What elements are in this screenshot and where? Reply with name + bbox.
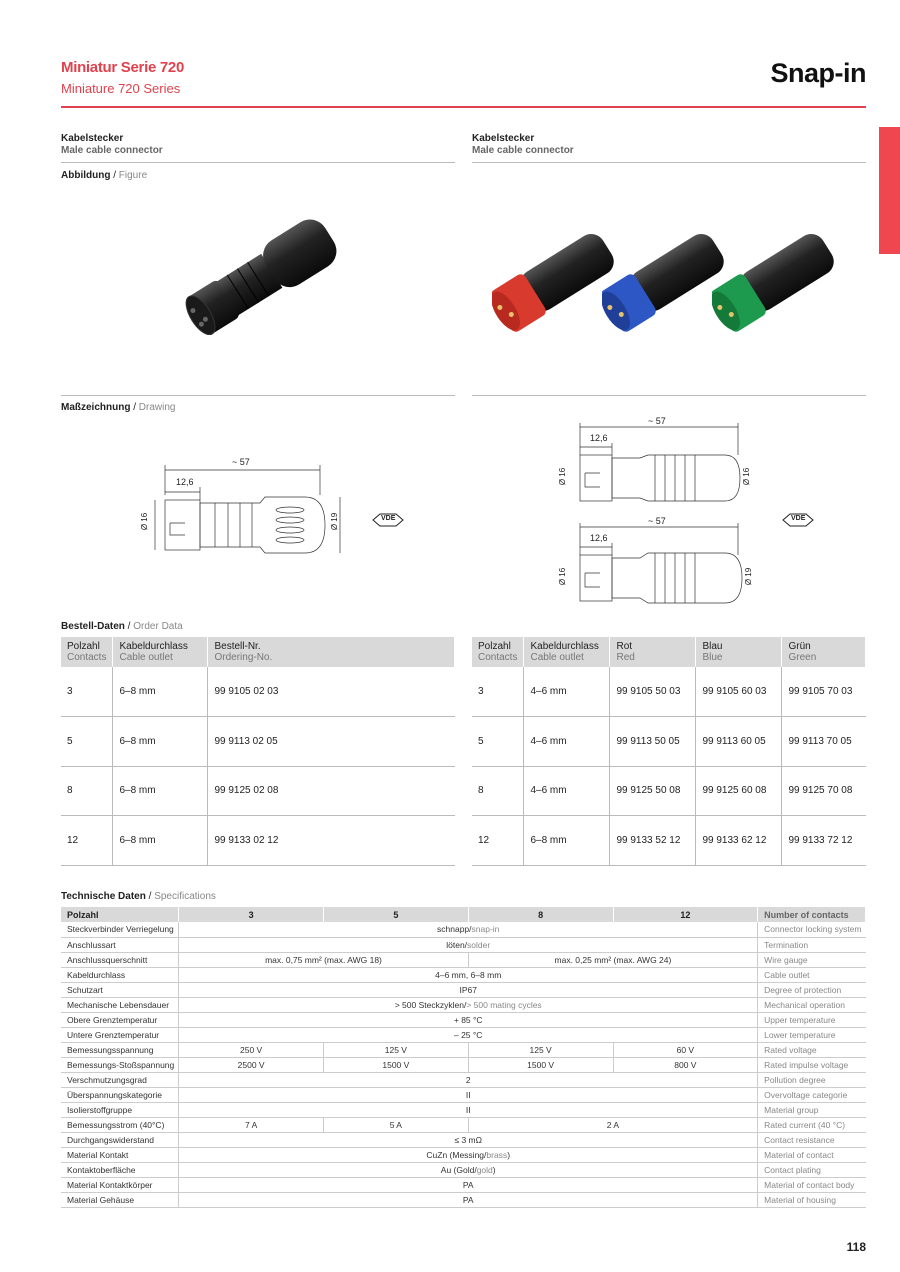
spec-label-de: Isolierstoffgruppe [61,1102,179,1117]
order-right-header [472,637,524,667]
header-en: Cable outlet [530,652,584,663]
order-cell: 6–8 mm [113,766,208,816]
vde-mark-left: VDE [372,513,404,527]
spec-label-en: Material of contact body [758,1177,866,1192]
order-cell: 99 9105 50 03 [610,667,696,717]
header-en: Cable outlet [119,652,173,663]
spec-row [61,1057,866,1072]
spec-label-en: Upper temperature [758,1012,866,1027]
order-cell: 99 9125 70 08 [782,766,866,816]
spec-label-en: Rated voltage [758,1042,866,1057]
spec-label-de: Steckverbinder Verriegelung [61,922,179,937]
value-en: gold [476,1164,493,1175]
value-de: 2 A [606,1119,620,1130]
value-en: solder [467,939,491,950]
spec-label-en: Pollution degree [758,1072,866,1087]
spec-row [61,1132,866,1147]
spec-label-en: Degree of protection [758,982,866,997]
order-cell: 99 9133 72 12 [782,816,866,866]
spec-header-col: 3 [179,907,324,922]
order-row [472,766,866,816]
spec-label-de: Verschmutzungsgrad [61,1072,179,1087]
value-de: 5 A [389,1119,402,1130]
spec-row [61,1192,866,1207]
dim-front-r1: 12,6 [590,433,608,443]
right-drawing-divider [472,395,866,396]
dim-dia16-r2: Ø 16 [558,567,568,586]
spec-row [61,1102,866,1117]
left-drawing-divider [61,395,455,396]
spec-row [61,1117,866,1132]
spec-value [613,1042,758,1057]
spec-value [179,1027,758,1042]
dim-dia19-r2: Ø 19 [744,567,754,586]
spec-header-col: 12 [613,907,758,922]
spec-label-de: Obere Grenztemperatur [61,1012,179,1027]
spec-row [61,922,866,937]
left-product-subtitle: Male cable connector [61,145,163,156]
spec-label-de: Bemessungsspannung [61,1042,179,1057]
spec-label-de: Kabeldurchlass [61,967,179,982]
value-de: 4–6 mm, 6–8 mm [435,969,502,980]
order-cell: 4–6 mm [524,766,610,816]
spec-row [61,1177,866,1192]
value-de: 7 A [244,1119,258,1130]
dim-length: ~ 57 [232,457,250,467]
order-cell: 99 9105 70 03 [782,667,866,717]
value-de: schnapp/ [437,924,472,935]
product-photo-black [185,215,345,335]
value-de: CuZn (Messing/ [426,1149,487,1160]
spec-value [179,1177,758,1192]
spec-label-de: Mechanische Lebensdauer [61,997,179,1012]
spec-label-de: Anschlussart [61,937,179,952]
value-de: 250 V [240,1044,263,1055]
spec-value [323,1042,468,1057]
spec-label-en: Rated impulse voltage [758,1057,866,1072]
spec-row [61,937,866,952]
left-product-title: Kabelstecker [61,133,124,144]
header-de: Polzahl [67,641,100,652]
value-de: > 500 Steckzyklen/ [394,999,467,1010]
spec-header-label: Polzahl [61,907,179,922]
value-de: PA [462,1194,474,1205]
order-table-right [472,637,866,866]
spec-value [179,967,758,982]
spec-value [323,1117,468,1132]
order-cell: 99 9113 02 05 [208,717,455,767]
order-cell: 3 [61,667,113,717]
spec-label-en: Wire gauge [758,952,866,967]
spec-value [468,1042,613,1057]
spec-value [179,1042,324,1057]
order-cell: 8 [472,766,524,816]
order-cell: 99 9133 62 12 [696,816,782,866]
value-de: 1500 V [382,1059,410,1070]
specs-caption: Technische Daten / Specifications [61,891,216,902]
spec-value [179,937,758,952]
spec-label-de: Kontaktoberfläche [61,1162,179,1177]
dim-front-r2: 12,6 [590,533,608,543]
spec-row [61,952,866,967]
spec-value [468,1117,757,1132]
value-de: 2500 V [237,1059,265,1070]
header-en: Red [616,652,635,663]
spec-value [179,1072,758,1087]
order-cell: 99 9125 60 08 [696,766,782,816]
drawing-caption: Maßzeichnung / Drawing [61,402,176,413]
spec-value [179,1132,758,1147]
value-close: ) [492,1164,496,1175]
value-close: ) [507,1149,511,1160]
spec-label-de: Material Kontakt [61,1147,179,1162]
product-photo-green [712,225,842,335]
spec-value [179,982,758,997]
spec-label-en: Mechanical operation [758,997,866,1012]
spec-value [179,997,758,1012]
spec-label-en: Lower temperature [758,1027,866,1042]
spec-value [179,1147,758,1162]
value-de: + 85 °C [453,1014,483,1025]
order-right-header [782,637,866,667]
order-left-header [113,637,208,667]
header-en: Green [788,652,817,663]
left-divider [61,162,455,163]
spec-value [179,1012,758,1027]
right-product-subtitle: Male cable connector [472,145,574,156]
header-en: Ordering-No. [214,652,273,663]
order-left-header [208,637,455,667]
header-de: Bestell-Nr. [214,641,261,652]
order-row [61,816,455,866]
header-de: Polzahl [478,641,511,652]
order-cell: 4–6 mm [524,667,610,717]
spec-value [179,1102,758,1117]
spec-value [179,1162,758,1177]
order-cell: 3 [472,667,524,717]
order-cell: 12 [472,816,524,866]
figure-caption: Abbildung / Figure [61,170,148,181]
spec-value [179,922,758,937]
vde-mark-right: VDE [782,513,814,527]
order-right-header [696,637,782,667]
spec-row [61,997,866,1012]
header-rule [61,106,866,108]
technical-drawing-right-bottom [560,515,760,605]
category-title: Snap-in [770,58,866,88]
value-de: 125 V [529,1044,552,1055]
spec-label-de: Bemessungsstrom (40°C) [61,1117,179,1132]
spec-label-en: Cable outlet [758,967,866,982]
dim-front: 12,6 [176,477,194,487]
order-cell: 8 [61,766,113,816]
order-cell: 5 [61,717,113,767]
spec-label-en: Material of contact [758,1147,866,1162]
spec-value [179,1087,758,1102]
order-right-header [524,637,610,667]
dim-dia19: Ø 19 [330,512,340,531]
value-de: max. 0,25 mm² (max. AWG 24) [554,954,672,965]
order-right-header [610,637,696,667]
spec-label-de: Material Gehäuse [61,1192,179,1207]
header-de: Kabeldurchlass [530,641,599,652]
header-de: Blau [702,641,723,652]
value-de: IP67 [459,984,477,995]
order-cell: 99 9125 02 08 [208,766,455,816]
spec-label-en: Material of housing [758,1192,866,1207]
value-en: snap-in [471,924,500,935]
spec-label-de: Material Kontaktkörper [61,1177,179,1192]
spec-header-en: Number of contacts [758,907,866,922]
order-cell: 99 9105 02 03 [208,667,455,717]
order-cell: 12 [61,816,113,866]
value-de: 1500 V [527,1059,555,1070]
header-en: Blue [702,652,723,663]
header-de: Rot [616,641,633,652]
spec-label-de: Bemessungs-Stoßspannung [61,1057,179,1072]
spec-row [61,1012,866,1027]
spec-value [468,1057,613,1072]
spec-row [61,1147,866,1162]
spec-row [61,1072,866,1087]
dim-length-r1: ~ 57 [648,416,666,426]
order-cell: 6–8 mm [524,816,610,866]
spec-value [179,952,468,967]
spec-value [613,1057,758,1072]
dim-length-r2: ~ 57 [648,516,666,526]
order-cell: 99 9113 60 05 [696,717,782,767]
technical-drawing-left [140,455,360,565]
spec-header-col: 8 [468,907,613,922]
order-row [472,816,866,866]
order-cell: 6–8 mm [113,717,208,767]
spec-label-en: Connector locking system [758,922,866,937]
order-cell: 6–8 mm [113,667,208,717]
order-cell: 5 [472,717,524,767]
value-de: Au (Gold/ [440,1164,477,1175]
value-de: II [465,1104,471,1115]
spec-value [468,952,757,967]
dim-dia16-r1a: Ø 16 [558,467,568,486]
order-table-left [61,637,455,866]
spec-row [61,1027,866,1042]
order-cell: 99 9125 50 08 [610,766,696,816]
specs-table [61,907,866,1208]
value-de: 2 [465,1074,471,1085]
spec-row [61,1042,866,1057]
order-row [61,717,455,767]
header-de: Kabeldurchlass [119,641,188,652]
value-de: löten/ [446,939,468,950]
spec-value [179,1057,324,1072]
value-de: II [465,1089,471,1100]
spec-label-de: Anschlussquerschnitt [61,952,179,967]
spec-label-en: Rated current (40 °C) [758,1117,866,1132]
value-de: 60 V [676,1044,695,1055]
spec-label-en: Overvoltage categorie [758,1087,866,1102]
spec-label-de: Schutzart [61,982,179,997]
order-row [472,717,866,767]
spec-label-de: Durchgangswiderstand [61,1132,179,1147]
order-cell: 99 9133 02 12 [208,816,455,866]
right-product-title: Kabelstecker [472,133,535,144]
order-cell: 99 9113 50 05 [610,717,696,767]
header-en: Contacts [67,652,107,663]
order-cell: 99 9105 60 03 [696,667,782,717]
order-cell: 6–8 mm [113,816,208,866]
spec-label-en: Contact plating [758,1162,866,1177]
right-divider [472,162,866,163]
value-de: ≤ 3 mΩ [454,1134,482,1145]
spec-row [61,1087,866,1102]
value-de: – 25 °C [453,1029,483,1040]
series-subtitle: Miniature 720 Series [61,81,181,96]
spec-label-de: Überspannungskategorie [61,1087,179,1102]
order-cell: 99 9113 70 05 [782,717,866,767]
dim-dia16: Ø 16 [140,512,150,531]
header-en: Contacts [478,652,518,663]
header-de: Grün [788,641,811,652]
spec-row [61,982,866,997]
side-tab-marker [879,127,900,254]
spec-value [323,1057,468,1072]
value-de: 125 V [384,1044,407,1055]
order-cell: 4–6 mm [524,717,610,767]
spec-value [179,1117,324,1132]
spec-label-en: Termination [758,937,866,952]
spec-row [61,1162,866,1177]
value-de: 800 V [674,1059,697,1070]
spec-label-en: Material group [758,1102,866,1117]
order-left-header [61,637,113,667]
order-cell: 99 9133 52 12 [610,816,696,866]
order-row [472,667,866,717]
page-number: 118 [846,1240,866,1254]
dim-dia16-r1b: Ø 16 [742,467,752,486]
spec-label-en: Contact resistance [758,1132,866,1147]
value-en: > 500 mating cycles [466,999,542,1010]
order-row [61,667,455,717]
order-row [61,766,455,816]
technical-drawing-right-top [560,415,760,505]
spec-label-de: Untere Grenztemperatur [61,1027,179,1042]
value-de: PA [462,1179,474,1190]
spec-row [61,967,866,982]
order-caption: Bestell-Daten / Order Data [61,621,183,632]
value-en: brass [486,1149,508,1160]
spec-value [179,1192,758,1207]
series-title: Miniatur Serie 720 [61,59,184,76]
value-de: max. 0,75 mm² (max. AWG 18) [265,954,382,965]
spec-header-col: 5 [323,907,468,922]
